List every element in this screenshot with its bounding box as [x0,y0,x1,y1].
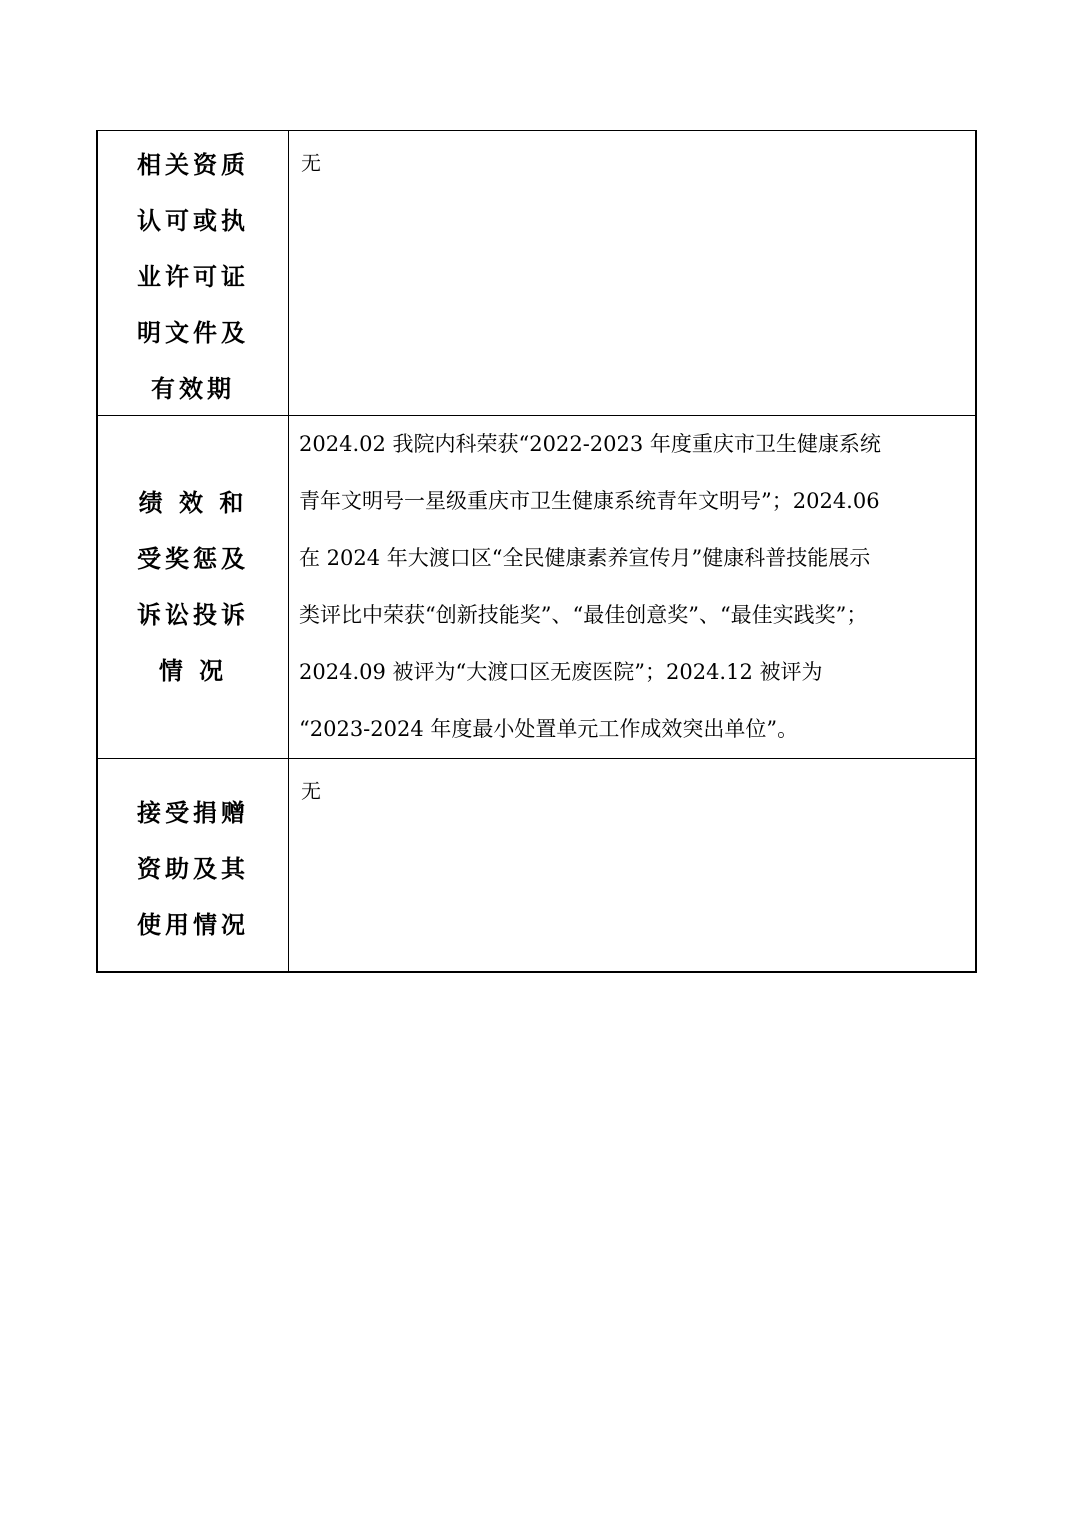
label-line: 有效期 [151,375,235,403]
table-row-donations [97,759,976,973]
content-line: 青年文明号一星级重庆市卫生健康系统青年文明号”；2024.06 [299,489,880,513]
label-line: 业许可证 [137,263,249,291]
row-content-performance [289,416,977,759]
content-line: 在 2024 年大渡口区“全民健康素养宣传月”健康科普技能展示 [299,546,871,570]
label-line: 诉讼投诉 [137,601,249,629]
row-label-qualifications [97,131,289,416]
label-line: 接受捐赠 [137,799,249,827]
label-line: 认可或执 [137,207,249,235]
label-line: 受奖惩及 [137,545,249,573]
label-line: 情 况 [158,657,228,685]
row-label-performance [97,416,289,759]
content-line: “2023-2024 年度最小处置单元工作成效突出单位”。 [299,717,799,741]
label-line: 使用情况 [137,911,249,939]
label-line: 绩 效 和 [138,489,248,517]
content-line: 类评比中荣获“创新技能奖”、“最佳创意奖”、“最佳实践奖”； [299,603,868,627]
content-line: 2024.09 被评为“大渡口区无废医院”；2024.12 被评为 [299,660,823,684]
label-line: 相关资质 [137,151,249,179]
row-label-donations [97,759,289,973]
label-line: 资助及其 [137,855,249,883]
content-line: 无 [301,779,321,803]
content-line: 无 [301,151,321,175]
row-content-donations [289,759,977,973]
info-table [96,130,977,973]
table-row-qualifications [97,131,976,416]
label-line: 明文件及 [137,319,249,347]
row-content-qualifications [289,131,977,416]
content-line: 2024.02 我院内科荣获“2022-2023 年度重庆市卫生健康系统 [299,432,881,456]
table-row-performance [97,416,976,759]
